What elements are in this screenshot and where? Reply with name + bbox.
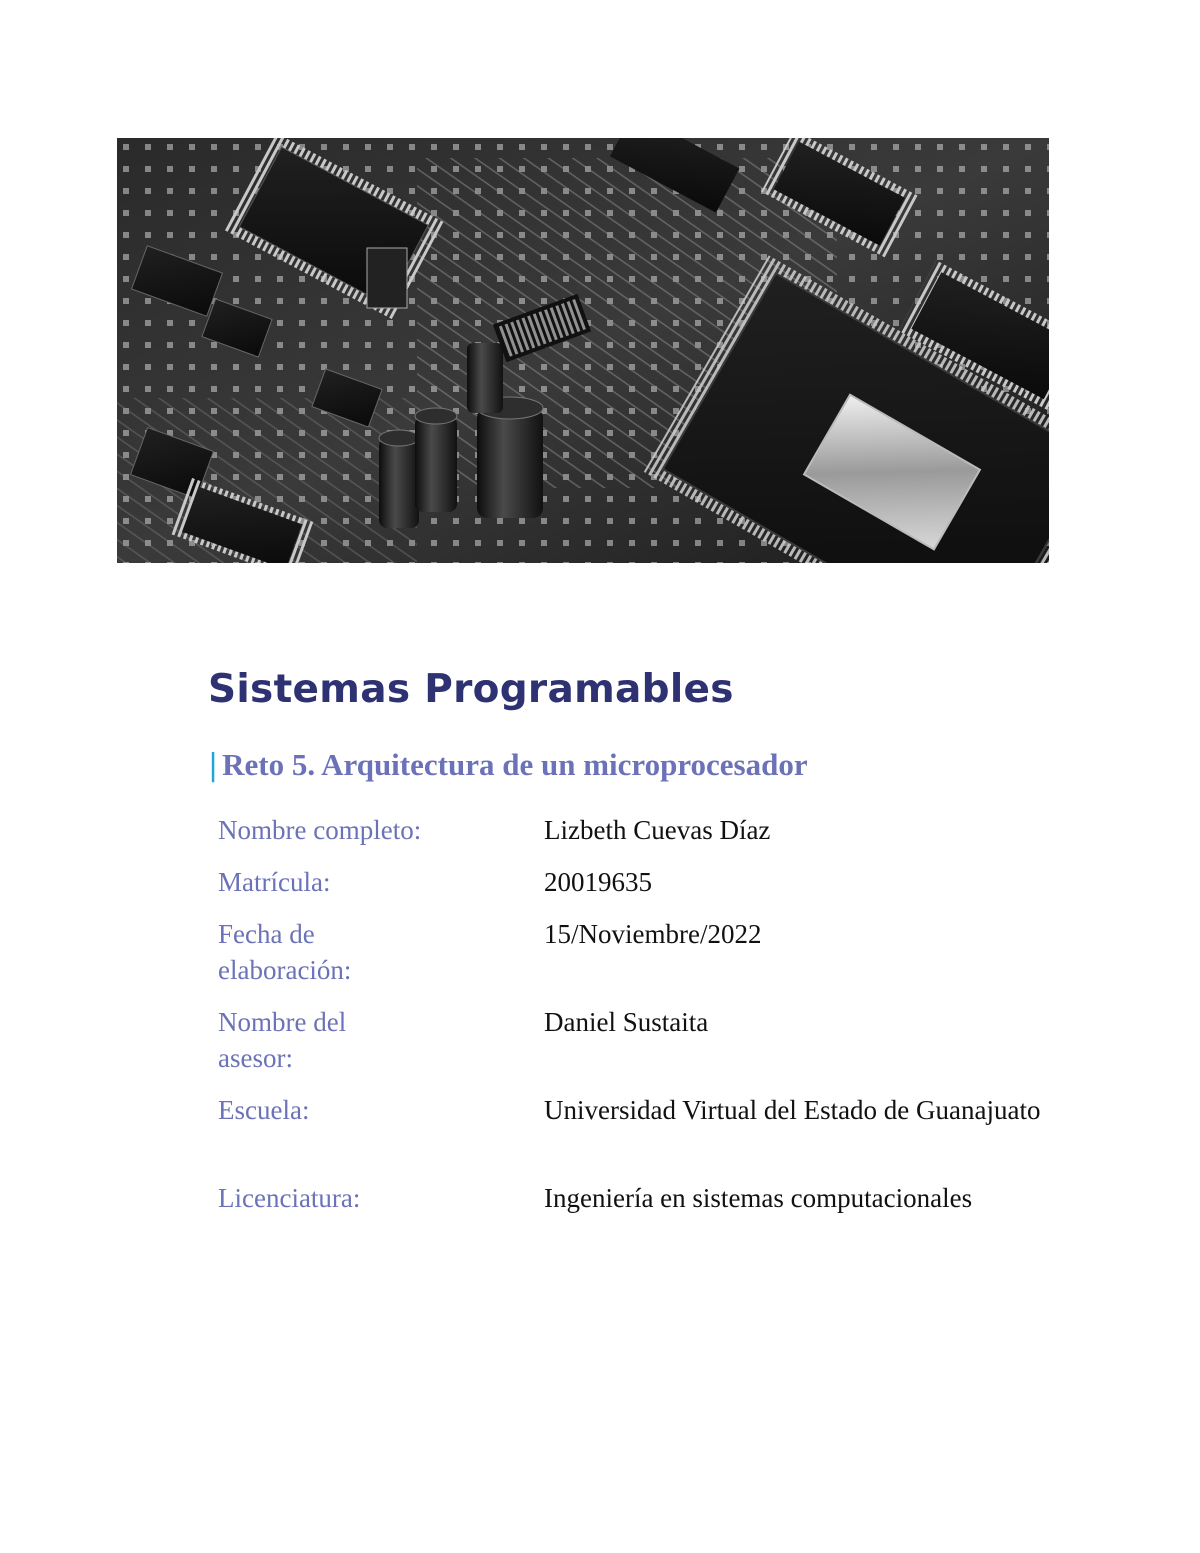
document-title: Sistemas Programables (208, 667, 734, 712)
info-row-escuela (218, 1092, 1078, 1180)
info-label: Nombre del asesor: (218, 1007, 347, 1073)
info-row-licenciatura (218, 1180, 1078, 1220)
info-label: Fecha de elaboración: (218, 919, 352, 985)
document-subtitle (208, 744, 808, 787)
info-value: Lizbeth Cuevas Díaz (544, 815, 771, 845)
student-info-table (218, 808, 1078, 1220)
subtitle-text: Reto 5. Arquitectura de un microprocesador (222, 747, 808, 782)
info-row-nombre (218, 808, 1078, 864)
info-value: Daniel Sustaita (544, 1007, 709, 1037)
info-row-fecha (218, 916, 1078, 1004)
info-value: Universidad Virtual del Estado de Guanajuato (544, 1095, 1041, 1125)
info-label: Escuela: (218, 1095, 310, 1125)
info-value: Ingeniería en sistemas computacionales (544, 1183, 973, 1213)
info-row-matricula (218, 864, 1078, 916)
info-row-asesor (218, 1004, 1078, 1092)
info-label: Nombre completo: (218, 815, 422, 845)
subtitle-accent-bar: | (208, 748, 219, 783)
info-label: Matrícula: (218, 867, 331, 897)
circuit-board-illustration (117, 138, 1049, 563)
info-value: 20019635 (544, 867, 652, 897)
cover-image (117, 138, 1049, 563)
info-value: 15/Noviembre/2022 (544, 919, 762, 949)
info-label: Licenciatura: (218, 1183, 361, 1213)
